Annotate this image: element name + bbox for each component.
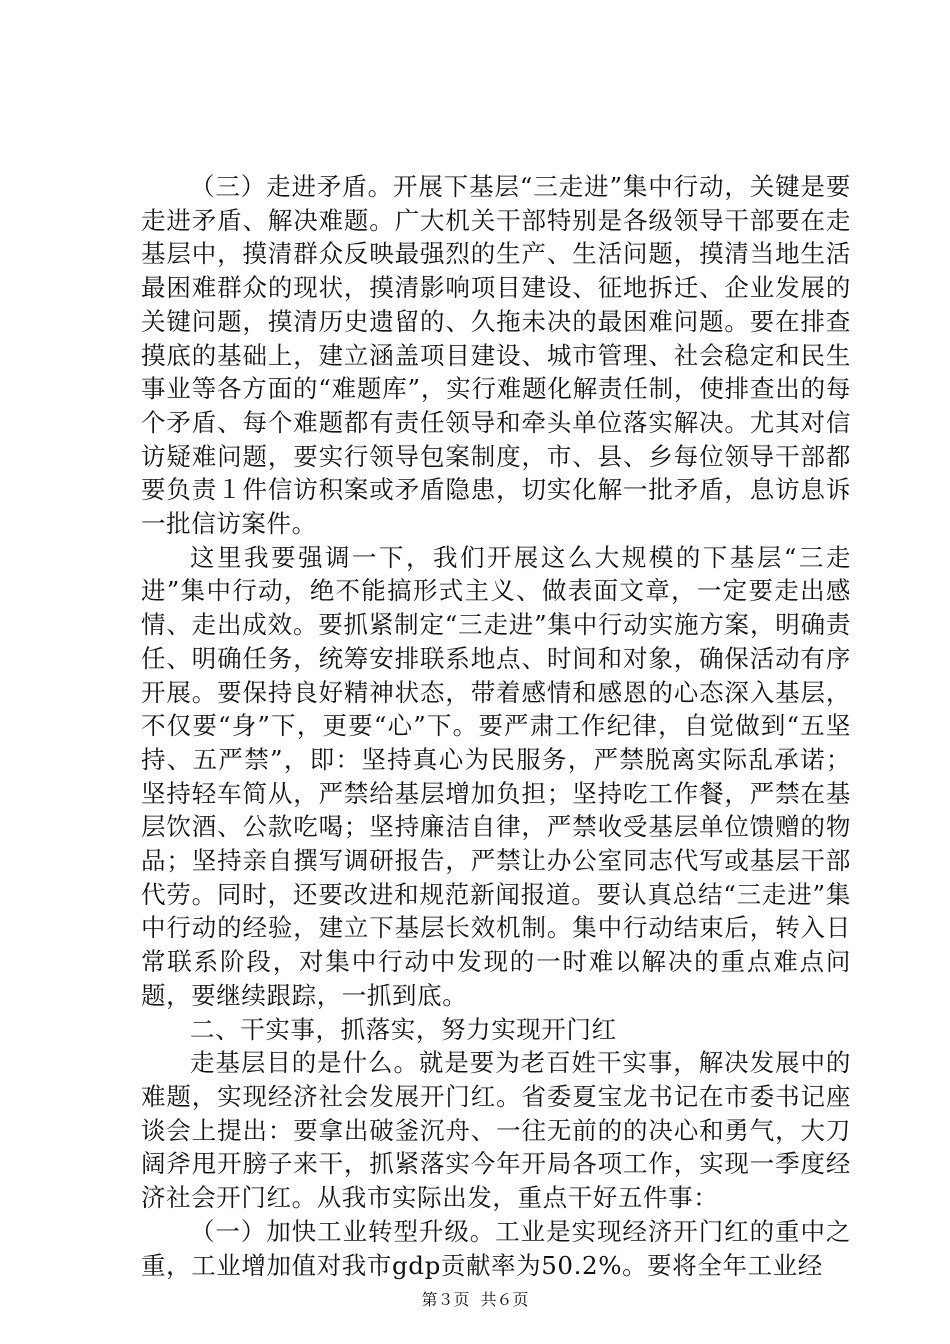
paragraph-purpose: 走基层目的是什么。就是要为老百姓干实事，解决发展中的难题，实现经济社会发展开门红。省委夏宝龙书记在市委书记座谈会上提出：要拿出破釜沉舟、一往无前的的决心和勇气，大刀阔斧甩开膀子来干，抓紧落实今年开局各项工作，实现一季度经济社会开门红。从我市实际出发，重点干好五件事： — [141, 1048, 851, 1213]
page-number: 第３页 — [421, 1290, 470, 1309]
paragraph-emphasis: 这里我要强调一下，我们开展这么大规模的下基层“三走进”集中行动，绝不能搞形式主义、做表面文章，一定要走出感情、走出成效。要抓紧制定“三走进”集中行动实施方案，明确责任、明确任务，统筹安排联系地点、时间和对象，确保活动有序开展。要保持良好精神状态，带着感情和感恩的心态深入基层，不仅要“身”下，更要“心”下。要严肃工作纪律，自觉做到“五坚持、五严禁”，即：坚持真心为民服务，严禁脱离实际乱承诺；坚持轻车简从，严禁给基层增加负担；坚持吃工作餐，严禁在基层饮酒、公款吃喝；坚持廉洁自律，严禁收受基层单位馈赠的物品；坚持亲自撰写调研报告，严禁让办公室同志代写或基层干部代劳。同时，还要改进和规范新闻报道。要认真总结“三走进”集中行动的经验，建立下基层长效机制。集中行动结束后，转入日常联系阶段，对集中行动中发现的一时难以解决的重点难点问题，要继续跟踪，一抓到底。 — [141, 542, 851, 1010]
page-footer — [0, 1290, 950, 1310]
document-body — [141, 170, 851, 1282]
paragraph-section-three: （三）走进矛盾。开展下基层“三走进”集中行动，关键是要走进矛盾、解决难题。广大机关干部特别是各级领导干部要在走基层中，摸清群众反映最强烈的生产、生活问题，摸清当地生活最困难群众的现状，摸清影响项目建设、征地拆迁、企业发展的关键问题，摸清历史遗留的、久拖未决的最困难问题。要在排查摸底的基础上，建立涵盖项目建设、城市管理、社会稳定和民生事业等各方面的“难题库”，实行难题化解责任制，使排查出的每个矛盾、每个难题都有责任领导和牵头单位落实解决。尤其对信访疑难问题，要实行领导包案制度，市、县、乡每位领导干部都要负责１件信访积案或矛盾隐患，切实化解一批矛盾，息访息诉一批信访案件。 — [141, 172, 851, 539]
paragraph-industry: （一）加快工业转型升级。工业是实现经济开门红的重中之重，工业增加值对我市gdp贡献率为50.2%。要将全年工业经 — [141, 1216, 851, 1280]
section-heading-two: 二、干实事，抓落实，努力实现开门红 — [190, 1014, 617, 1044]
page-total: 共６页 — [480, 1290, 529, 1309]
